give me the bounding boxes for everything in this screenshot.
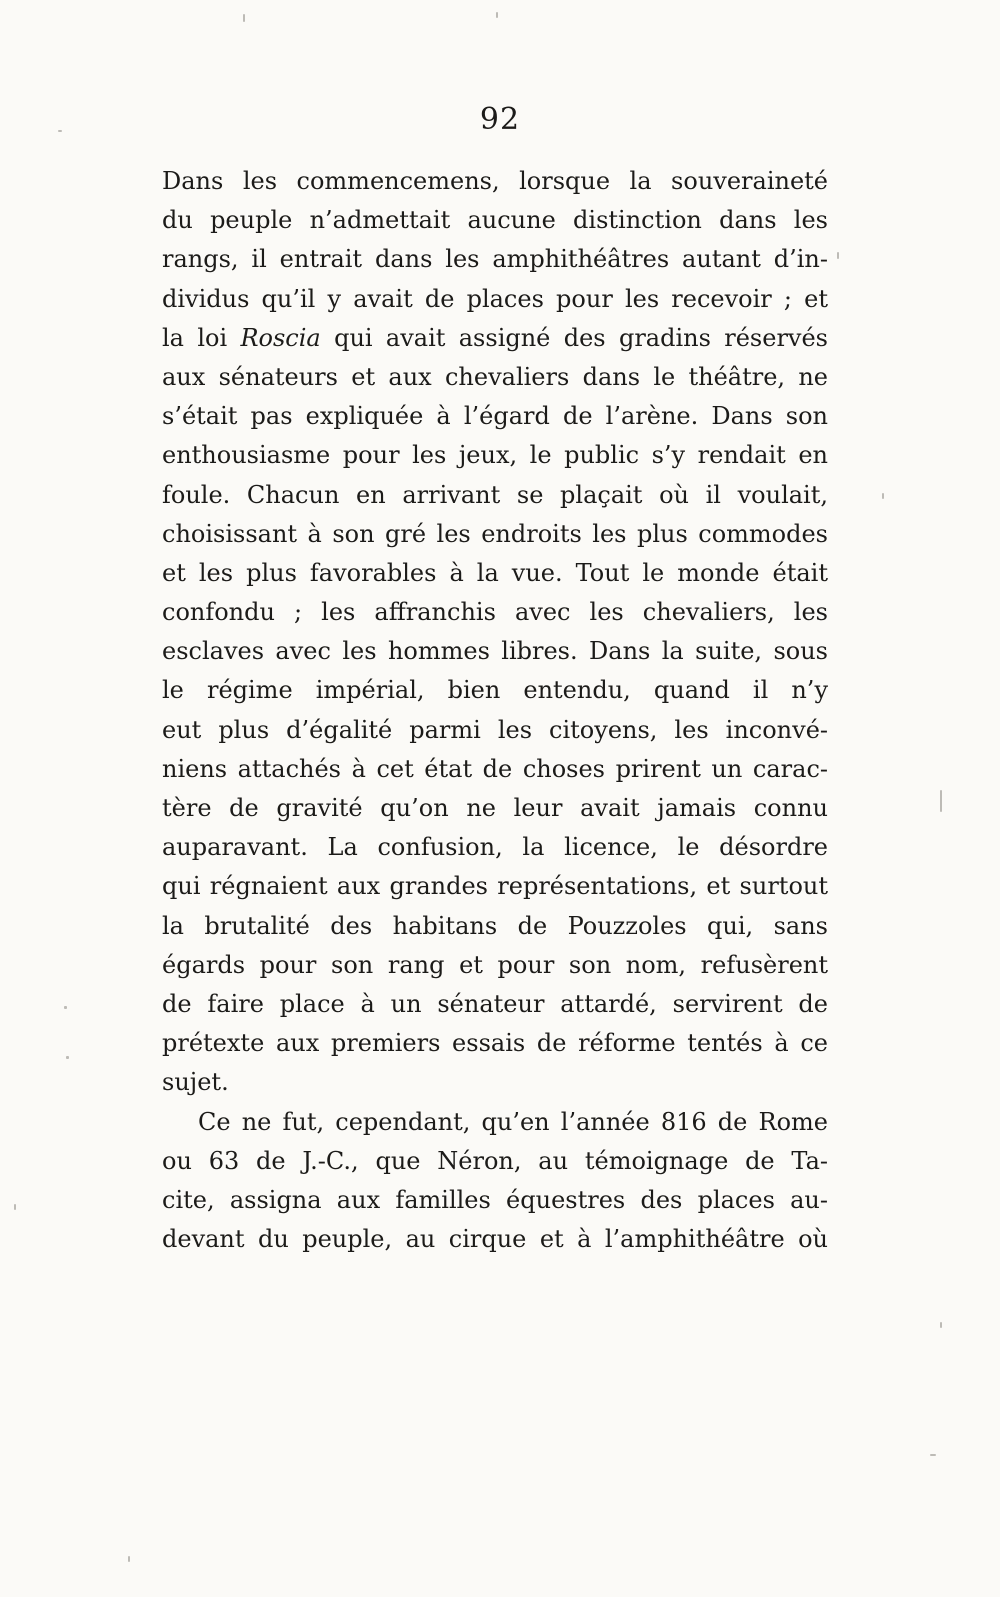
text-line: égards pour son rang et pour son nom, refusèrent bbox=[162, 950, 828, 979]
text-line: eut plus d’égalité parmi les citoyens, les inconvé- bbox=[162, 715, 828, 744]
text-line: choisissant à son gré les endroits les plus commodes bbox=[162, 519, 828, 548]
text-line: cite, assigna aux familles équestres des places au- bbox=[162, 1185, 828, 1214]
scan-speck bbox=[58, 130, 62, 132]
scan-speck bbox=[882, 493, 884, 499]
scan-speck bbox=[64, 1006, 67, 1009]
text-line: prétexte aux premiers essais de réforme tentés à ce bbox=[162, 1029, 828, 1058]
text-line: enthousiasme pour les jeux, le public s’y rendait en bbox=[162, 441, 828, 470]
text-line: confondu ; les affranchis avec les chevaliers, les bbox=[162, 598, 828, 627]
text-line: niens attachés à cet état de choses prirent un carac- bbox=[162, 754, 828, 783]
scan-speck bbox=[837, 252, 839, 259]
text-line: le régime impérial, bien entendu, quand il n’y bbox=[162, 676, 828, 705]
text-line: aux sénateurs et aux chevaliers dans le théâtre, ne bbox=[162, 362, 828, 391]
text-line: du peuple n’admettait aucune distinction dans les bbox=[162, 206, 828, 235]
text-line: dividus qu’il y avait de places pour les recevoir ; et bbox=[162, 284, 828, 313]
text-line: la loi Roscia qui avait assigné des gradins réservés bbox=[162, 323, 828, 352]
scan-speck bbox=[496, 12, 498, 18]
text-line: et les plus favorables à la vue. Tout le monde était bbox=[162, 558, 828, 587]
text-line: devant du peuple, au cirque et à l’amphithéâtre où bbox=[162, 1225, 828, 1254]
scan-speck bbox=[14, 1204, 16, 1210]
text-line: ou 63 de J.-C., que Néron, au témoignage de Ta- bbox=[162, 1146, 828, 1175]
scan-speck bbox=[940, 1322, 942, 1328]
text-line: la brutalité des habitans de Pouzzoles qui, sans bbox=[162, 911, 828, 940]
scan-speck bbox=[66, 1056, 69, 1059]
text-line: foule. Chacun en arrivant se plaçait où il voulait, bbox=[162, 480, 828, 509]
text-line: rangs, il entrait dans les amphithéâtres autant d’in- bbox=[162, 245, 828, 274]
scan-speck bbox=[930, 1454, 936, 1456]
text-line: qui régnaient aux grandes représentations, et surtout bbox=[162, 872, 828, 901]
paragraph-2 bbox=[162, 1103, 828, 1260]
text-line: Ce ne fut, cependant, qu’en l’année 816 de Rome bbox=[198, 1107, 828, 1136]
text-line: sujet. bbox=[162, 1068, 229, 1097]
scan-speck bbox=[940, 790, 942, 812]
italic-term: Roscia bbox=[240, 323, 321, 352]
text-line: tère de gravité qu’on ne leur avait jamais connu bbox=[162, 794, 828, 822]
scan-speck bbox=[243, 14, 245, 22]
body-text bbox=[162, 162, 828, 1259]
text-line: de faire place à un sénateur attardé, servirent de bbox=[162, 989, 828, 1018]
page-number: 92 bbox=[479, 102, 521, 137]
text-line: Dans les commencemens, lorsque la souveraineté bbox=[162, 167, 828, 195]
text-line: esclaves avec les hommes libres. Dans la suite, sous bbox=[162, 637, 828, 666]
text-line: auparavant. La confusion, la licence, le désordre bbox=[162, 833, 828, 862]
scan-speck bbox=[128, 1556, 130, 1562]
text-line: s’était pas expliquée à l’égard de l’arène. Dans son bbox=[162, 402, 828, 431]
paragraph-1 bbox=[162, 162, 828, 1103]
